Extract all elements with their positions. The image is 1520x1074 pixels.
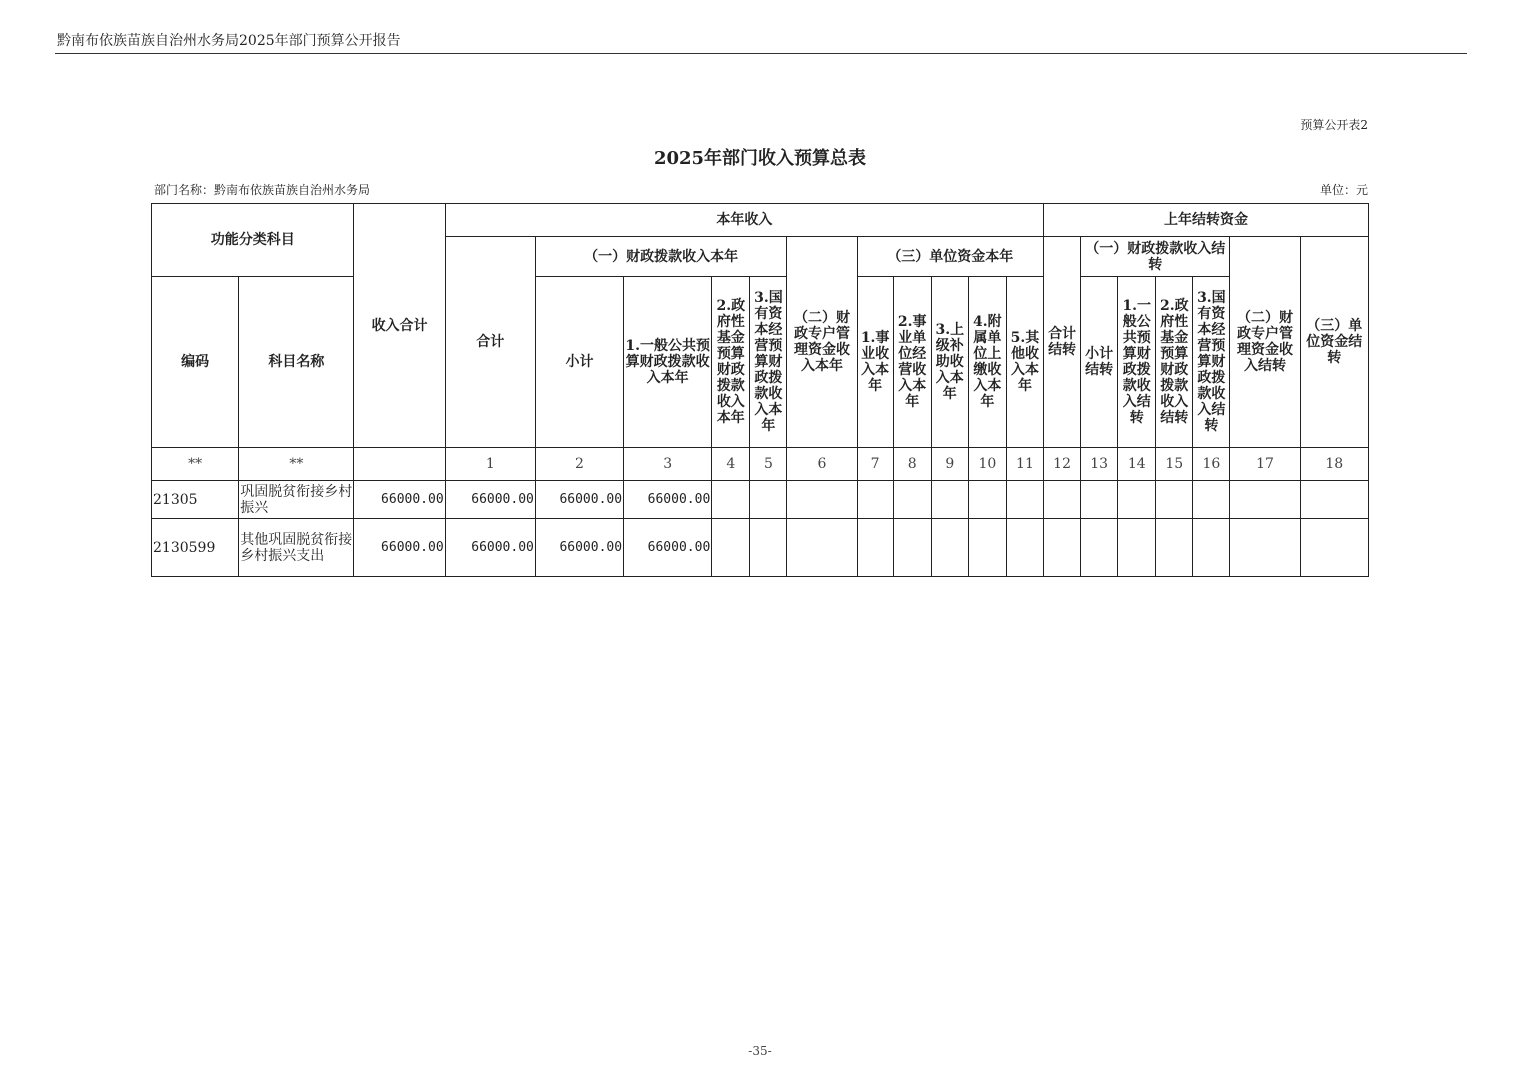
amount-cell bbox=[1044, 519, 1081, 577]
col-number: 18 bbox=[1300, 448, 1368, 481]
col-number: 9 bbox=[931, 448, 968, 481]
amount-cell: 66000.00 bbox=[624, 519, 712, 577]
form-number: 预算公开表2 bbox=[1300, 118, 1368, 132]
amount-cell bbox=[893, 519, 931, 577]
amount-cell bbox=[787, 519, 857, 577]
amount-cell bbox=[968, 519, 1006, 577]
col-number: 3 bbox=[624, 448, 712, 481]
amount-cell bbox=[750, 481, 787, 519]
col-number: ** bbox=[239, 448, 354, 481]
amount-cell: 66000.00 bbox=[354, 519, 445, 577]
header-subtotal: 小计 bbox=[535, 277, 623, 448]
header-state-capital: 3.国有资本经营预算财政拨款收入本年 bbox=[750, 277, 787, 448]
col-number: 7 bbox=[857, 448, 893, 481]
header-fiscal-current: （一）财政拨款收入本年 bbox=[535, 237, 787, 277]
col-number: 14 bbox=[1118, 448, 1156, 481]
header-other-income: 5.其他收入本年 bbox=[1006, 277, 1043, 448]
amount-cell bbox=[857, 481, 893, 519]
amount-cell bbox=[1300, 481, 1368, 519]
header-special-carry: （二）财政专户管理资金收入结转 bbox=[1230, 237, 1300, 448]
amount-cell bbox=[1300, 519, 1368, 577]
amount-cell bbox=[1044, 481, 1081, 519]
header-total: 合计 bbox=[445, 237, 535, 448]
col-number: 13 bbox=[1081, 448, 1118, 481]
header-general-budget: 1.一般公共预算财政拨款收入本年 bbox=[624, 277, 712, 448]
currency-unit: 单位：元 bbox=[1319, 183, 1368, 197]
header-category: 功能分类科目 bbox=[152, 204, 354, 277]
amount-cell bbox=[1193, 519, 1230, 577]
col-number: 12 bbox=[1044, 448, 1081, 481]
header-special-current: （二）财政专户管理资金收入本年 bbox=[787, 237, 857, 448]
header-divider bbox=[55, 53, 1467, 54]
page-number: -35- bbox=[748, 1044, 772, 1058]
col-number: 6 bbox=[787, 448, 857, 481]
column-number-row bbox=[152, 448, 1369, 481]
amount-cell bbox=[1006, 481, 1043, 519]
subject-name: 其他巩固脱贫衔接乡村振兴支出 bbox=[239, 519, 354, 577]
col-number: 11 bbox=[1006, 448, 1043, 481]
report-header: 黔南布依族苗族自治州水务局2025年部门预算公开报告 bbox=[57, 33, 401, 49]
header-unit-current: （三）单位资金本年 bbox=[857, 237, 1043, 277]
col-number: ** bbox=[152, 448, 239, 481]
header-unit-carry: （三）单位资金结转 bbox=[1300, 237, 1368, 448]
amount-cell: 66000.00 bbox=[445, 519, 535, 577]
amount-cell bbox=[1156, 481, 1193, 519]
amount-cell bbox=[1156, 519, 1193, 577]
header-fiscal-carry: （一）财政拨款收入结转 bbox=[1081, 237, 1230, 277]
amount-cell bbox=[712, 481, 750, 519]
col-number: 17 bbox=[1230, 448, 1300, 481]
amount-cell: 66000.00 bbox=[535, 481, 623, 519]
header-carry-state-capital: 3.国有资本经营预算财政拨款收入结转 bbox=[1193, 277, 1230, 448]
amount-cell: 66000.00 bbox=[624, 481, 712, 519]
header-carry-general: 1.一般公共预算财政拨款收入结转 bbox=[1118, 277, 1156, 448]
header-carry-total: 合计结转 bbox=[1044, 237, 1081, 448]
col-number: 1 bbox=[445, 448, 535, 481]
header-carry-gov-fund: 2.政府性基金预算财政拨款收入结转 bbox=[1156, 277, 1193, 448]
header-affiliated-income: 4.附属单位上缴收入本年 bbox=[968, 277, 1006, 448]
amount-cell: 66000.00 bbox=[445, 481, 535, 519]
budget-table-container bbox=[151, 203, 1369, 577]
amount-cell bbox=[1081, 519, 1118, 577]
header-superior-subsidy: 3.上级补助收入本年 bbox=[931, 277, 968, 448]
subject-name: 巩固脱贫衔接乡村振兴 bbox=[239, 481, 354, 519]
col-number: 15 bbox=[1156, 448, 1193, 481]
amount-cell bbox=[931, 481, 968, 519]
amount-cell bbox=[750, 519, 787, 577]
header-carry-subtotal: 小计结转 bbox=[1081, 277, 1118, 448]
amount-cell: 66000.00 bbox=[354, 481, 445, 519]
header-income-total: 收入合计 bbox=[354, 204, 445, 448]
amount-cell bbox=[931, 519, 968, 577]
header-current-year: 本年收入 bbox=[445, 204, 1043, 237]
header-operating-income: 2.事业单位经营收入本年 bbox=[893, 277, 931, 448]
col-number: 10 bbox=[968, 448, 1006, 481]
amount-cell bbox=[1118, 481, 1156, 519]
amount-cell bbox=[712, 519, 750, 577]
department-name: 部门名称：黔南布依族苗族自治州水务局 bbox=[154, 183, 371, 197]
table-row bbox=[152, 481, 1369, 519]
col-number: 16 bbox=[1193, 448, 1230, 481]
amount-cell: 66000.00 bbox=[535, 519, 623, 577]
table-title: 2025年部门收入预算总表 bbox=[653, 148, 867, 169]
col-number: 4 bbox=[712, 448, 750, 481]
col-number: 8 bbox=[893, 448, 931, 481]
amount-cell bbox=[1193, 481, 1230, 519]
col-number: 2 bbox=[535, 448, 623, 481]
subject-code: 2130599 bbox=[152, 519, 239, 577]
amount-cell bbox=[1081, 481, 1118, 519]
header-gov-fund: 2.政府性基金预算财政拨款收入本年 bbox=[712, 277, 750, 448]
income-budget-table bbox=[151, 203, 1369, 577]
amount-cell bbox=[857, 519, 893, 577]
header-carryover: 上年结转资金 bbox=[1044, 204, 1369, 237]
amount-cell bbox=[1230, 481, 1300, 519]
amount-cell bbox=[1230, 519, 1300, 577]
col-number bbox=[354, 448, 445, 481]
amount-cell bbox=[968, 481, 1006, 519]
header-subject-name: 科目名称 bbox=[239, 277, 354, 448]
amount-cell bbox=[1006, 519, 1043, 577]
amount-cell bbox=[787, 481, 857, 519]
header-code: 编码 bbox=[152, 277, 239, 448]
subject-code: 21305 bbox=[152, 481, 239, 519]
amount-cell bbox=[893, 481, 931, 519]
col-number: 5 bbox=[750, 448, 787, 481]
table-row bbox=[152, 519, 1369, 577]
header-business-income: 1.事业收入本年 bbox=[857, 277, 893, 448]
amount-cell bbox=[1118, 519, 1156, 577]
